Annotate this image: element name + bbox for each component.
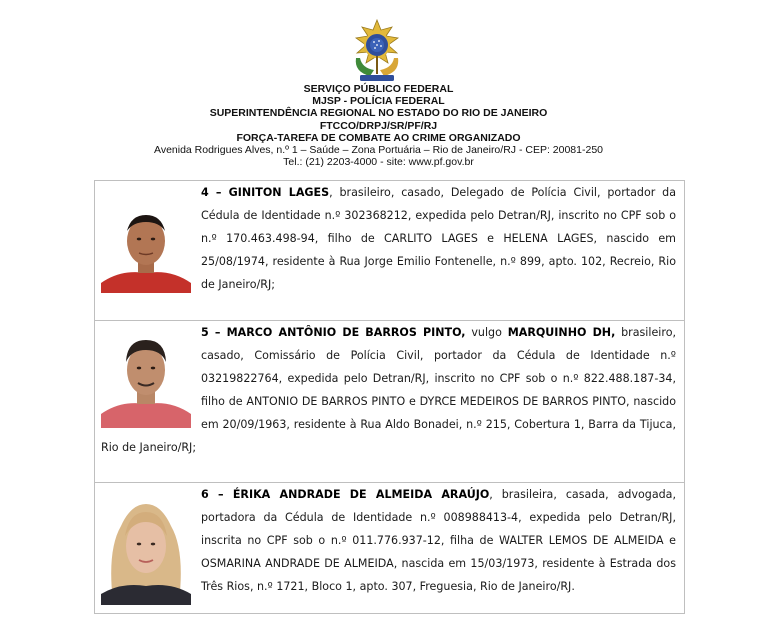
- coat-of-arms-emblem: [348, 18, 406, 84]
- person-alias: MARQUINHO DH,: [507, 326, 616, 339]
- document-header: [0, 83, 757, 168]
- portrait-photo: [101, 328, 191, 428]
- portrait-photo: [101, 203, 191, 293]
- header-line-5: FORÇA-TAREFA DE COMBATE AO CRIME ORGANIZADO: [236, 131, 521, 144]
- alias-prefix: vulgo: [465, 326, 508, 339]
- table-row: [95, 482, 684, 613]
- entry-number: 5 –: [201, 326, 227, 339]
- portrait-photo: [101, 490, 191, 605]
- header-line-4: FTCCO/DRPJ/SR/PF/RJ: [319, 119, 438, 132]
- person-details: , brasileiro, casado, Delegado de Polícia Civil, portador da Cédula de Identidade n.º 302368212, expedida pelo Detran/RJ, inscrito no CPF sob o n.º 170.463.498-94, filho de CARLITO LAGES e HELENA LAGES, nascido em 25/08/1974, residente à Rua Jorge Emilio Fontenelle, n.º 899, apto. 102, Recreio, Rio de Janeiro/RJ;: [201, 186, 677, 291]
- person-name: MARCO ANTÔNIO DE BARROS PINTO,: [226, 326, 466, 339]
- entries-table: [94, 180, 685, 614]
- table-row: [95, 320, 684, 482]
- header-address: Avenida Rodrigues Alves, n.º 1 – Saúde – Zona Portuária – Rio de Janeiro/RJ - CEP: 20081-250: [154, 144, 603, 157]
- person-name: ÉRIKA ANDRADE DE ALMEIDA ARAÚJO: [232, 488, 490, 501]
- header-contact: Tel.: (21) 2203-4000 - site: www.pf.gov.br: [283, 156, 474, 169]
- person-details: brasileiro, casado, Comissário de Polícia Civil, portador da Cédula de Identidade n.º 03219822764, expedida pelo Detran/RJ, inscrito no CPF sob o n.º 822.488.187-34, filho de ANTONIO DE BARROS PINTO e DYRCE MEDEIROS DE BARROS PINTO, nascido em 20/09/1963, residente à Rua Aldo Bonadei, n.º 215, Cobertura 1, Barra da Tijuca, Rio de Janeiro/RJ;: [101, 326, 677, 454]
- entry-text: [201, 181, 684, 296]
- header-line-3: SUPERINTENDÊNCIA REGIONAL NO ESTADO DO RIO DE JANEIRO: [209, 107, 548, 120]
- entry-number: 6 –: [201, 488, 233, 501]
- person-details: , brasileira, casada, advogada, portadora da Cédula de Identidade n.º 008988413-4, expedida pelo Detran/RJ, inscrita no CPF sob o n.º 011.776.937-12, filha de WALTER LEMOS DE ALMEIDA e OSMARINA ANDRADE DE ALMEIDA, nascida em 15/03/1973, residente à Estrada dos Três Rios, n.º 1721, Bloco 1, apto. 307, Freguesia, Rio de Janeiro/RJ.: [201, 488, 677, 593]
- table-row: [95, 181, 684, 320]
- entry-text: [201, 483, 684, 598]
- person-name: GINITON LAGES: [228, 186, 330, 199]
- header-line-1: SERVIÇO PÚBLICO FEDERAL: [303, 83, 454, 95]
- header-line-2: MJSP - POLÍCIA FEDERAL: [312, 95, 445, 108]
- entry-number: 4 –: [201, 186, 229, 199]
